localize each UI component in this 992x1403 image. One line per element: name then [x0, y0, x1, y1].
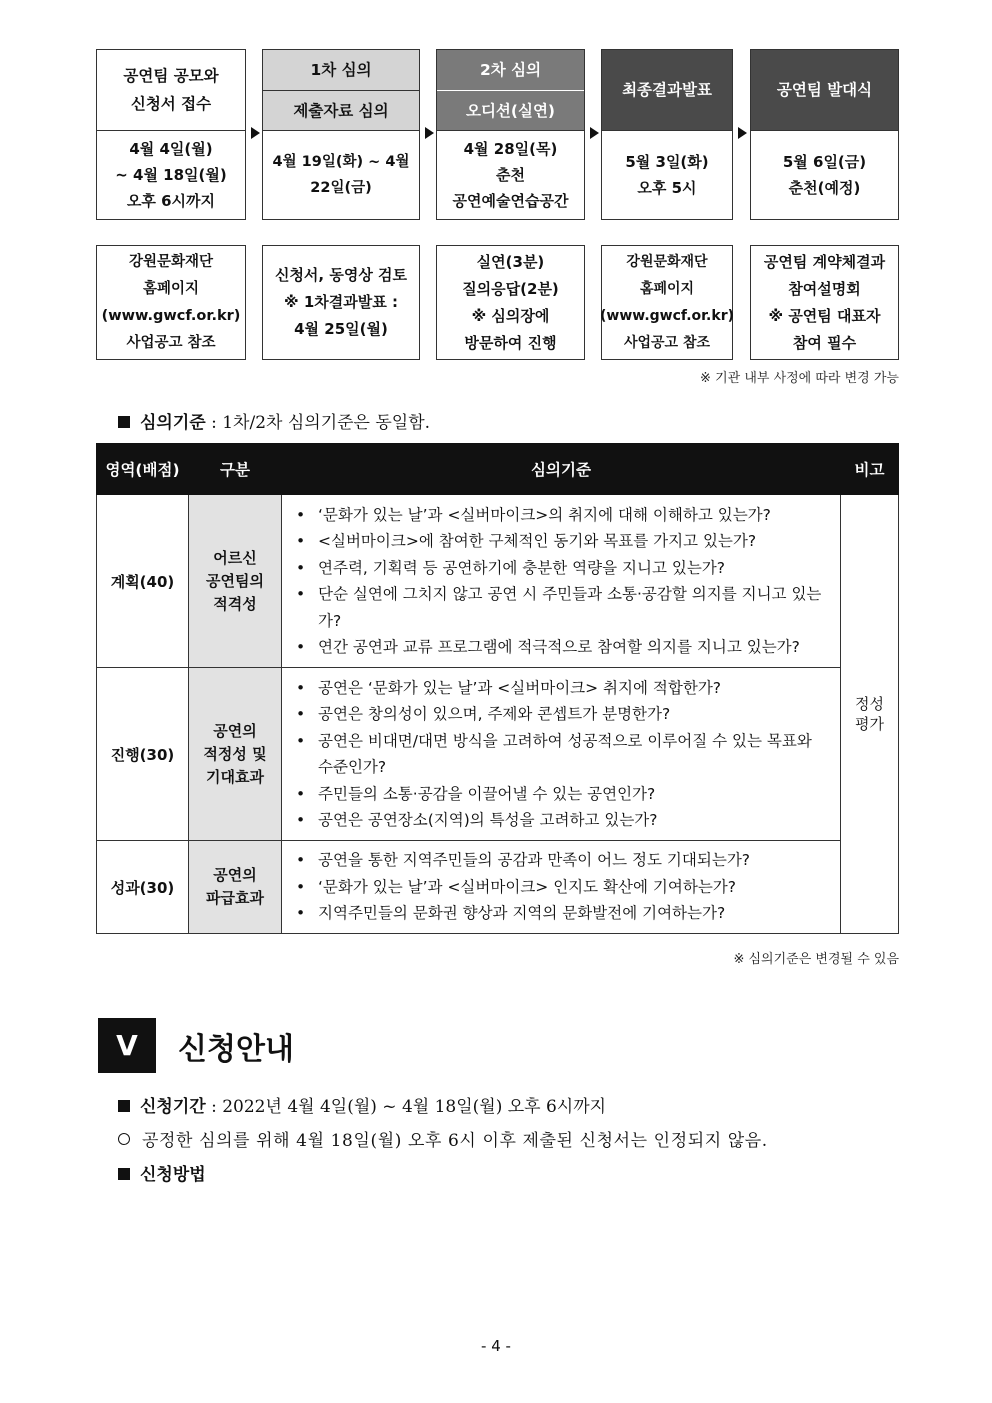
- period-text: : 2022년 4월 4일(월) ~ 4월 18일(월) 오후 6시까지: [205, 1097, 607, 1117]
- stage-head: 공연팀 공모와 신청서 접수: [97, 50, 245, 130]
- stage-first-review: [262, 49, 420, 220]
- list-item: • 공연을 통한 지역주민들의 공감과 만족이 어느 정도 기대되는가?: [292, 847, 830, 874]
- stage-note: 강원문화재단 홈페이지 (www.gwcf.or.kr) 사업공고 참조: [601, 245, 733, 360]
- list-item: • ‘문화가 있는 날’과 <실버마이크>의 취지에 대해 이해하고 있는가?: [292, 502, 830, 529]
- list-item: • 주민들의 소통·공감을 이끌어낼 수 있는 공연인가?: [292, 781, 830, 808]
- notice-text: 공정한 심의를 위해 4월 18일(월) 오후 6시 이후 제출된 신청서는 인정되지 않음.: [142, 1131, 768, 1151]
- stage-date: 4월 28일(목) 춘천 공연예술연습공간: [437, 130, 584, 219]
- stage-date: 5월 6일(금) 춘천(예정): [751, 130, 898, 219]
- square-bullet-icon: [118, 1168, 130, 1180]
- flow-footnote: ※ 기관 내부 사정에 따라 변경 가능: [700, 371, 899, 386]
- list-item: • ‘문화가 있는 날’과 <실버마이크> 인지도 확산에 기여하는가?: [292, 874, 830, 901]
- criteria-items: [282, 668, 841, 841]
- column-header: 심의기준: [282, 444, 841, 495]
- remark-cell: 정성 평가: [841, 495, 899, 934]
- stage-date: 5월 3일(화) 오후 5시: [602, 130, 732, 219]
- stage-note: 공연팀 계약체결과 참여설명회 ※ 공연팀 대표자 참여 필수: [750, 245, 899, 360]
- table-header-row: [97, 444, 899, 495]
- list-item: • 공연은 공연장소(지역)의 특성을 고려하고 있는가?: [292, 807, 830, 834]
- area-cell: 계획(40): [97, 495, 189, 668]
- area-cell: 진행(30): [97, 668, 189, 841]
- criteria-label: 심의기준: [140, 413, 206, 433]
- stage-note: 실연(3분) 질의응답(2분) ※ 심의장에 방문하여 진행: [436, 245, 585, 360]
- period-line: [118, 1092, 898, 1117]
- stage-subhead: 오디션(실연): [437, 90, 584, 131]
- stage-head: 최종결과발표: [602, 50, 732, 130]
- category-cell: 공연의 적정성 및 기대효과: [189, 668, 282, 841]
- method-label: 신청방법: [140, 1165, 206, 1185]
- criteria-text: : 1차/2차 심의기준은 동일함.: [205, 413, 431, 433]
- list-item: • 연간 공연과 교류 프로그램에 적극적으로 참여할 의지를 지니고 있는가?: [292, 634, 830, 661]
- section-title: 신청안내: [178, 1032, 294, 1067]
- stage-date: 4월 19일(화) ~ 4월 22일(금): [263, 130, 419, 219]
- square-bullet-icon: [118, 1100, 130, 1112]
- stage-note: 강원문화재단 홈페이지 (www.gwcf.or.kr) 사업공고 참조: [96, 245, 246, 360]
- stage-launch: [750, 49, 899, 220]
- arrow-icon: [251, 127, 260, 139]
- period-label: 신청기간: [140, 1097, 206, 1117]
- method-line: [118, 1160, 518, 1185]
- stage-head: 2차 심의: [437, 50, 584, 90]
- arrow-icon: [738, 127, 747, 139]
- list-item: • 단순 실연에 그치지 않고 공연 시 주민들과 소통·공감할 의지를 지니고 있는가?: [292, 581, 830, 634]
- list-item: • 연주력, 기획력 등 공연하기에 충분한 역량을 지니고 있는가?: [292, 555, 830, 582]
- stage-application: [96, 49, 246, 220]
- stage-final-result: [601, 49, 733, 220]
- stage-subhead: 제출자료 심의: [263, 90, 419, 131]
- list-item: • 공연은 창의성이 있으며, 주제와 콘셉트가 분명한가?: [292, 701, 830, 728]
- column-header: 영역(배점): [97, 444, 189, 495]
- section-number-badge: V: [98, 1018, 156, 1073]
- stage-head: 1차 심의: [263, 50, 419, 90]
- list-item: • 공연은 비대면/대면 방식을 고려하여 성공적으로 이루어질 수 있는 목표와 수준인가?: [292, 728, 830, 781]
- stage-head: 공연팀 발대식: [751, 50, 898, 130]
- table-row: [97, 841, 899, 934]
- list-item: • 지역주민들의 문화권 향상과 지역의 문화발전에 기여하는가?: [292, 900, 830, 927]
- table-row: [97, 668, 899, 841]
- criteria-footnote: ※ 심의기준은 변경될 수 있음: [733, 952, 899, 967]
- list-item: • <실버마이크>에 참여한 구체적인 동기와 목표를 가지고 있는가?: [292, 528, 830, 555]
- criteria-table: [96, 443, 899, 934]
- stage-note: 신청서, 동영상 검토 ※ 1차결과발표 : 4월 25일(월): [262, 245, 420, 360]
- table-row: [97, 495, 899, 668]
- list-item: • 공연은 ‘문화가 있는 날’과 <실버마이크> 취지에 적합한가?: [292, 675, 830, 702]
- area-cell: 성과(30): [97, 841, 189, 934]
- circle-bullet-icon: [118, 1133, 130, 1145]
- page-number: - 4 -: [481, 1337, 511, 1355]
- arrow-icon: [425, 127, 434, 139]
- notice-line: [118, 1126, 908, 1151]
- column-header: 구분: [189, 444, 282, 495]
- criteria-heading: [118, 408, 818, 433]
- square-bullet-icon: [118, 416, 130, 428]
- category-cell: 공연의 파급효과: [189, 841, 282, 934]
- stage-date: 4월 4일(월) ~ 4월 18일(월) 오후 6시까지: [97, 130, 245, 219]
- stage-second-review: [436, 49, 585, 220]
- criteria-items: [282, 841, 841, 934]
- column-header: 비고: [841, 444, 899, 495]
- category-cell: 어르신 공연팀의 적격성: [189, 495, 282, 668]
- arrow-icon: [590, 127, 599, 139]
- criteria-items: [282, 495, 841, 668]
